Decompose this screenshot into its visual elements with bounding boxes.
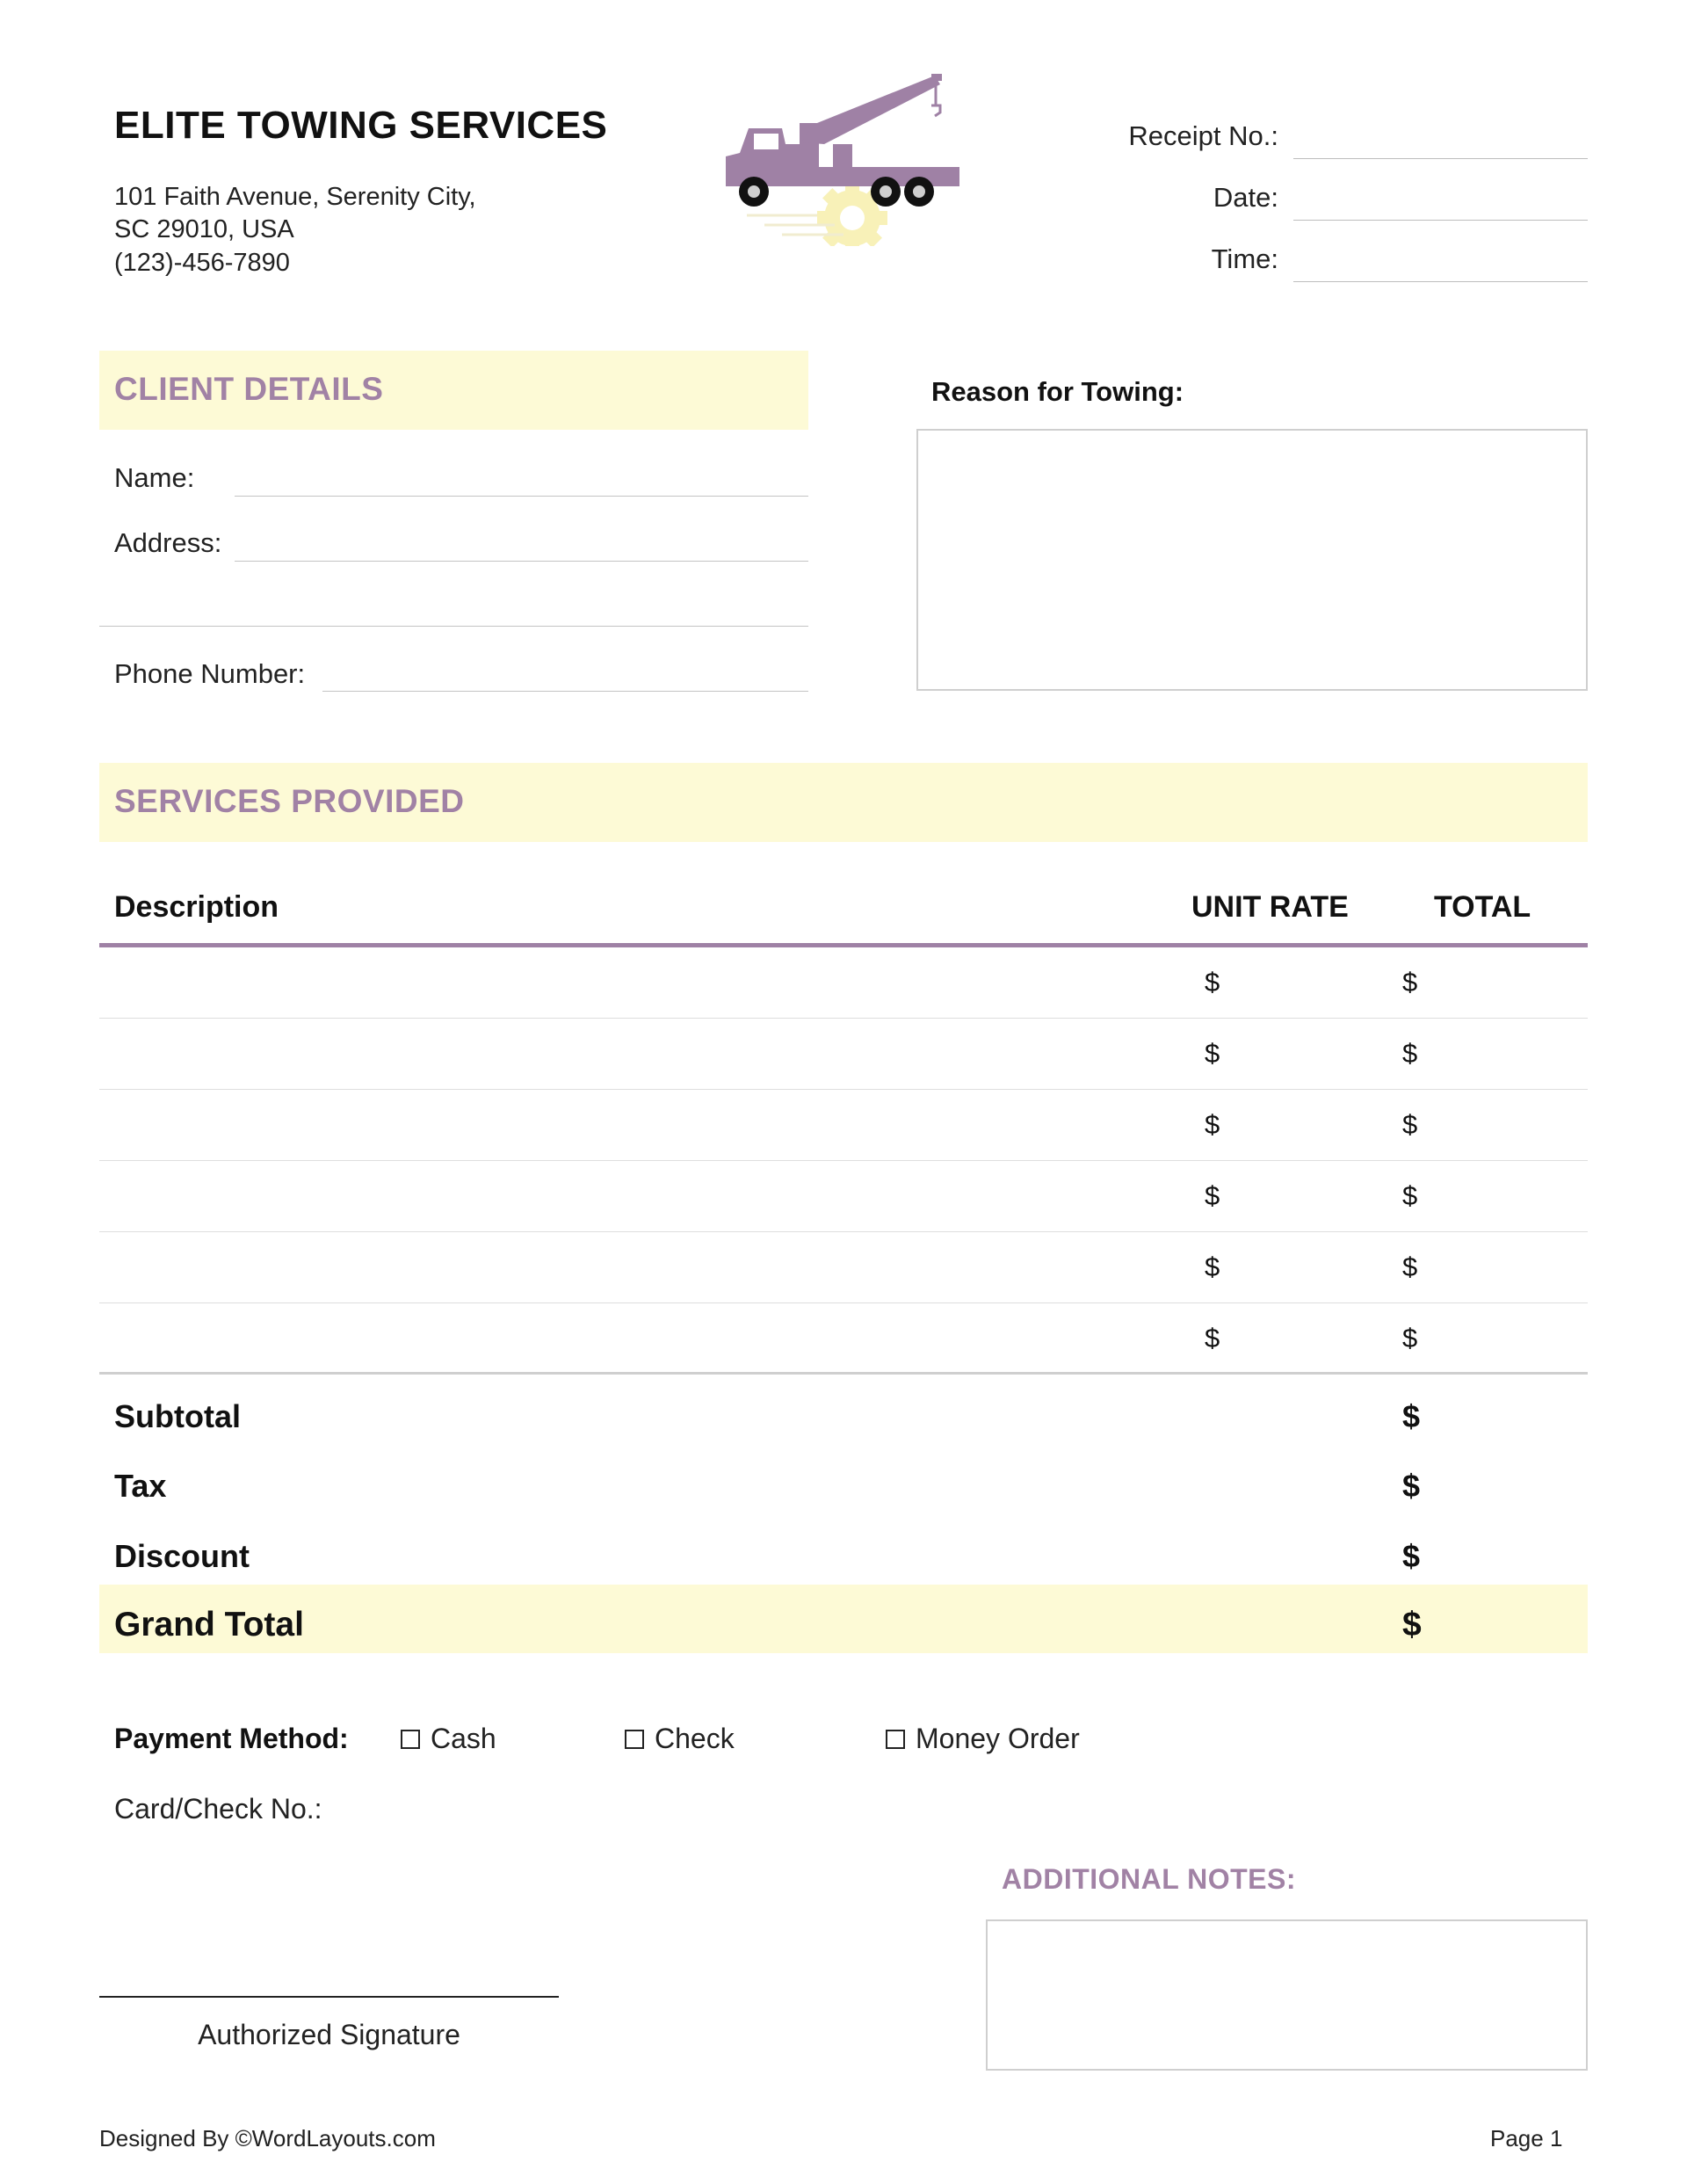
services-provided-title: SERVICES PROVIDED [114, 783, 465, 819]
company-name: ELITE TOWING SERVICES [114, 104, 608, 147]
discount-label: Discount [114, 1538, 250, 1574]
total-cell[interactable]: $ [1402, 1323, 1418, 1353]
address-label: Address: [114, 527, 222, 558]
additional-notes-title: ADDITIONAL NOTES: [1002, 1863, 1297, 1895]
money-order-checkbox[interactable] [886, 1730, 905, 1749]
total-cell[interactable]: $ [1402, 967, 1418, 998]
card-check-no-label: Card/Check No.: [114, 1793, 322, 1825]
grand-total-label: Grand Total [114, 1606, 304, 1643]
receipt-no-label: Receipt No.: [1128, 120, 1278, 151]
table-row[interactable] [99, 1303, 1588, 1375]
table-row[interactable] [99, 1019, 1588, 1090]
total-cell[interactable]: $ [1402, 1180, 1418, 1211]
cash-label: Cash [431, 1723, 496, 1754]
discount-value[interactable]: $ [1402, 1538, 1421, 1574]
name-field[interactable] [235, 495, 808, 497]
phone-number-label: Phone Number: [114, 658, 306, 689]
client-details-title: CLIENT DETAILS [114, 371, 384, 407]
address-field[interactable] [235, 560, 808, 562]
company-address-line2: SC 29010, USA [114, 215, 294, 243]
cash-checkbox[interactable] [401, 1730, 420, 1749]
table-row[interactable] [99, 1232, 1588, 1303]
reason-for-towing-box[interactable] [916, 429, 1588, 691]
name-label: Name: [114, 462, 195, 493]
money-order-label: Money Order [916, 1723, 1080, 1754]
subtotal-label: Subtotal [114, 1398, 241, 1434]
grand-total-band [99, 1585, 1588, 1653]
table-bottom-rule [99, 1372, 1588, 1375]
subtotal-value[interactable]: $ [1402, 1398, 1421, 1434]
address-field-line2[interactable] [99, 625, 808, 627]
table-row[interactable] [99, 1161, 1588, 1232]
tax-label: Tax [114, 1468, 167, 1504]
unit-rate-cell[interactable]: $ [1205, 1323, 1220, 1353]
page-number: Page 1 [1490, 2125, 1563, 2151]
tax-value[interactable]: $ [1402, 1468, 1421, 1504]
payment-option-money-order[interactable] [886, 1723, 1080, 1755]
total-column-header: TOTAL [1434, 890, 1531, 924]
date-field[interactable] [1293, 219, 1588, 221]
unit-rate-column-header: UNIT RATE [1191, 890, 1349, 924]
unit-rate-cell[interactable]: $ [1205, 1180, 1220, 1211]
unit-rate-cell[interactable]: $ [1205, 967, 1220, 998]
time-field[interactable] [1293, 280, 1588, 282]
company-address-line1: 101 Faith Avenue, Serenity City, [114, 183, 476, 211]
reason-for-towing-label: Reason for Towing: [931, 376, 1184, 407]
total-cell[interactable]: $ [1402, 1109, 1418, 1140]
check-label: Check [655, 1723, 735, 1754]
footer-designer: Designed By ©WordLayouts.com [99, 2125, 436, 2151]
payment-option-check[interactable] [625, 1723, 735, 1755]
unit-rate-cell[interactable]: $ [1205, 1038, 1220, 1069]
payment-option-cash[interactable] [401, 1723, 496, 1755]
signature-line[interactable] [99, 1996, 559, 1998]
total-cell[interactable]: $ [1402, 1038, 1418, 1069]
company-phone: (123)-456-7890 [114, 249, 290, 277]
description-column-header: Description [114, 890, 279, 924]
payment-method-label: Payment Method: [114, 1723, 349, 1754]
unit-rate-cell[interactable]: $ [1205, 1109, 1220, 1140]
time-label: Time: [1211, 243, 1278, 274]
unit-rate-cell[interactable]: $ [1205, 1252, 1220, 1282]
phone-number-field[interactable] [322, 690, 808, 692]
receipt-no-field[interactable] [1293, 157, 1588, 159]
total-cell[interactable]: $ [1402, 1252, 1418, 1282]
table-row[interactable] [99, 1090, 1588, 1161]
check-checkbox[interactable] [625, 1730, 644, 1749]
authorized-signature-label: Authorized Signature [198, 2019, 460, 2050]
grand-total-value[interactable]: $ [1402, 1606, 1422, 1643]
tow-truck-icon [720, 70, 975, 246]
date-label: Date: [1213, 182, 1278, 213]
table-row[interactable] [99, 947, 1588, 1019]
additional-notes-box[interactable] [986, 1919, 1588, 2071]
